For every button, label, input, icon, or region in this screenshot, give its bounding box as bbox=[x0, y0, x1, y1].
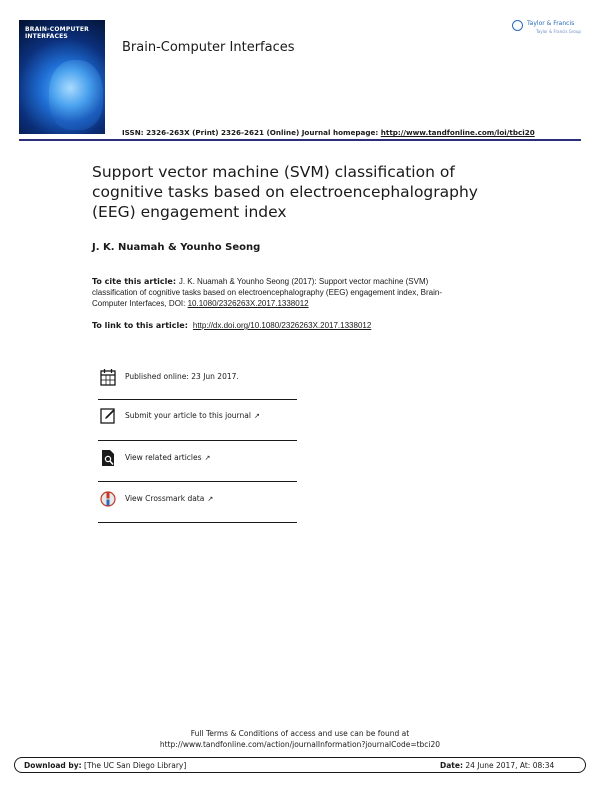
external-link-icon: ↗ bbox=[253, 412, 260, 420]
doi-link[interactable]: 10.1080/2326263X.2017.1338012 bbox=[187, 299, 309, 308]
related-articles-link[interactable]: View related articles ↗ bbox=[125, 453, 211, 462]
info-divider-2 bbox=[98, 440, 297, 441]
info-divider-4 bbox=[98, 522, 297, 523]
edit-icon bbox=[100, 407, 116, 425]
article-link-line: To link to this article: http://dx.doi.org/10.1080/2326263X.2017.1338012 bbox=[92, 321, 372, 330]
journal-cover-image bbox=[19, 20, 105, 134]
info-divider-1 bbox=[98, 399, 297, 400]
article-authors: J. K. Nuamah & Younho Seong bbox=[92, 242, 261, 253]
full-terms-notice: Full Terms & Conditions of access and use can be found at http://www.tandfonline.com/action/journalInformation?journalCode=tbci20 bbox=[100, 728, 500, 750]
crossmark-icon bbox=[100, 490, 116, 508]
downloaded-by: Download by: [The UC San Diego Library] bbox=[24, 761, 187, 770]
journal-name: Brain-Computer Interfaces bbox=[122, 40, 295, 55]
issn-line: ISSN: 2326-263X (Print) 2326-2621 (Online) Journal homepage: http://www.tandfonline.com/loi/tbci20 bbox=[122, 128, 535, 137]
header-divider bbox=[19, 139, 581, 141]
journal-homepage-link[interactable]: http://www.tandfonline.com/loi/tbci20 bbox=[380, 128, 535, 137]
crossmark-link[interactable]: View Crossmark data ↗ bbox=[125, 494, 214, 503]
submit-article-link[interactable]: Submit your article to this journal ↗ bbox=[125, 411, 260, 420]
external-link-icon: ↗ bbox=[207, 495, 214, 503]
publisher-logo-icon bbox=[512, 20, 523, 31]
external-link-icon: ↗ bbox=[204, 454, 211, 462]
published-online-row bbox=[98, 368, 297, 406]
published-online-text: Published online: 23 Jun 2017. bbox=[125, 372, 239, 381]
citation-block: To cite this article: J. K. Nuamah & Younho Seong (2017): Support vector machine (SVM) classification of cognitive tasks based on electroencephalography (EEG) engagement index, Brain- Computer Interfaces, DOI: 10.1080/2326263X.2017.1338012 bbox=[92, 277, 442, 308]
document-search-icon bbox=[100, 449, 116, 467]
download-date: Date: 24 June 2017, At: 08:34 bbox=[440, 761, 555, 770]
cover-title: BRAIN-COMPUTER INTERFACES bbox=[25, 26, 89, 40]
cover-head-graphic bbox=[49, 60, 103, 130]
article-doi-url-link[interactable]: http://dx.doi.org/10.1080/2326263X.2017.1338012 bbox=[192, 321, 372, 330]
calendar-icon bbox=[100, 368, 116, 386]
info-divider-3 bbox=[98, 481, 297, 482]
journal-information-link[interactable]: http://www.tandfonline.com/action/journalInformation?journalCode=tbci20 bbox=[159, 740, 441, 749]
article-title: Support vector machine (SVM) classification of cognitive tasks based on electroencephalography (EEG) engagement index bbox=[92, 163, 478, 221]
publisher-logo: Taylor & Francis Taylor & Francis Group bbox=[512, 18, 584, 38]
